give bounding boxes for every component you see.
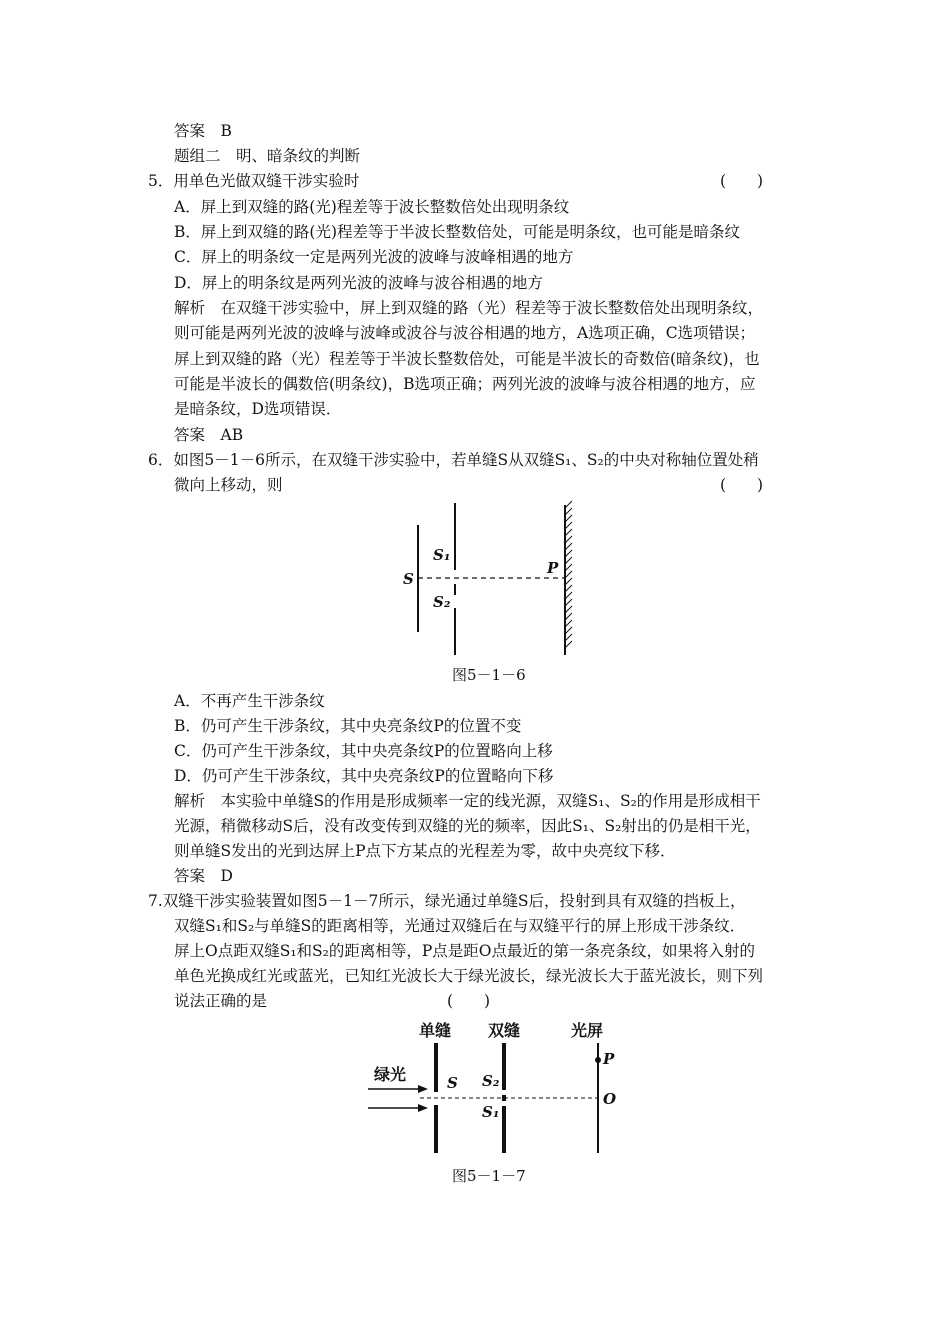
q5-analysis-line-1: 解析 在双缝干涉实验中，屏上到双缝的路（光）程差等于波长整数倍处出现明条纹， (174, 299, 764, 317)
answer-4: 答案 B (174, 122, 232, 140)
label-double-slit: 双缝 (488, 1021, 521, 1040)
q6-option-b: B．仍可产生干涉条纹，其中央亮条纹P的位置不变 (174, 717, 522, 735)
question-7-blank: ( ) (447, 992, 491, 1010)
question-7-stem-line-1: 7.双缝干涉实验装置如图5－1－7所示，绿光通过单缝S后，投射到具有双缝的挡板上， (148, 892, 746, 910)
q5-option-c: C．屏上的明条纹一定是两列光波的波峰与波峰相遇的地方 (174, 248, 574, 266)
question-5-blank: ( ) (720, 172, 764, 190)
q6-option-a: A．不再产生干涉条纹 (174, 692, 325, 710)
label-s2: S₂ (482, 1072, 500, 1090)
label-s: S (447, 1074, 458, 1092)
question-7-stem-line-3: 屏上O点距双缝S₁和S₂的距离相等，P点是距O点最近的第一条亮条纹，如果将入射的 (174, 942, 756, 960)
question-7-stem-line-2: 双缝S₁和S₂与单缝S的距离相等，光通过双缝后在与双缝平行的屏上形成干涉条纹． (174, 917, 746, 935)
question-6-blank: ( ) (720, 476, 764, 494)
q6-option-d: D．仍可产生干涉条纹，其中央亮条纹P的位置略向下移 (174, 767, 554, 785)
label-s1: S₁ (482, 1103, 500, 1121)
q5-analysis-line-2: 则可能是两列光波的波峰与波峰或波谷与波谷相遇的地方，A选项正确，C选项错误； (174, 324, 756, 342)
section-heading: 题组二 明、暗条纹的判断 (174, 147, 361, 165)
label-s1: S₁ (433, 546, 451, 564)
figure-5-1-7-caption: 图5－1－7 (452, 1167, 526, 1185)
answer-6: 答案 D (174, 867, 233, 885)
label-o: O (603, 1090, 617, 1108)
q5-analysis-line-5: 是暗条纹，D选项错误． (174, 400, 342, 418)
label-s2: S₂ (433, 593, 451, 611)
label-single-slit: 单缝 (419, 1021, 452, 1040)
label-s: S (403, 570, 414, 588)
q6-analysis-line-3: 则单缝S发出的光到达屏上P点下方某点的光程差为零，故中央亮纹下移． (174, 842, 676, 860)
question-6-stem-line-2: 微向上移动，则 (174, 476, 283, 494)
label-p: P (547, 559, 559, 577)
q6-analysis-line-2: 光源，稍微移动S后，没有改变传到双缝的光的频率，因此S₁、S₂射出的仍是相干光， (174, 817, 761, 835)
q5-analysis-line-4: 可能是半波长的偶数倍(明条纹)，B选项正确；两列光波的波峰与波谷相遇的地方，应 (174, 375, 756, 393)
q6-analysis-line-1: 解析 本实验中单缝S的作用是形成频率一定的线光源，双缝S₁、S₂的作用是形成相干 (174, 792, 761, 810)
arrow-head-lower-icon (418, 1104, 428, 1112)
q5-analysis-line-3: 屏上到双缝的路（光）程差等于半波长整数倍处，可能是半波长的奇数倍(暗条纹)，也 (174, 350, 760, 368)
question-7-stem-line-5: 说法正确的是 (174, 992, 268, 1010)
label-screen: 光屏 (571, 1021, 604, 1040)
point-p-marker (595, 1057, 601, 1063)
question-7-stem-line-4: 单色光换成红光或蓝光，已知红光波长大于绿光波长，绿光波长大于蓝光波长，则下列 (174, 967, 764, 985)
q6-option-c: C．仍可产生干涉条纹，其中央亮条纹P的位置略向上移 (174, 742, 553, 760)
label-p: P (603, 1050, 615, 1068)
q5-option-d: D．屏上的明条纹是两列光波的波峰与波谷相遇的地方 (174, 274, 543, 292)
arrow-head-upper-icon (418, 1085, 428, 1093)
answer-5: 答案 AB (174, 426, 244, 444)
figure-5-1-6-caption: 图5－1－6 (452, 666, 526, 684)
q5-option-a: A．屏上到双缝的路(光)程差等于波长整数倍处出现明条纹 (174, 198, 570, 216)
question-5-stem: 5．用单色光做双缝干涉实验时 (148, 172, 360, 190)
q5-option-b: B．屏上到双缝的路(光)程差等于半波长整数倍处，可能是明条纹，也可能是暗条纹 (174, 223, 740, 241)
question-6-stem-line-1: 6．如图5－1－6所示，在双缝干涉实验中，若单缝S从双缝S₁、S₂的中央对称轴位置处稍 (148, 451, 759, 469)
label-green-light: 绿光 (374, 1065, 407, 1084)
